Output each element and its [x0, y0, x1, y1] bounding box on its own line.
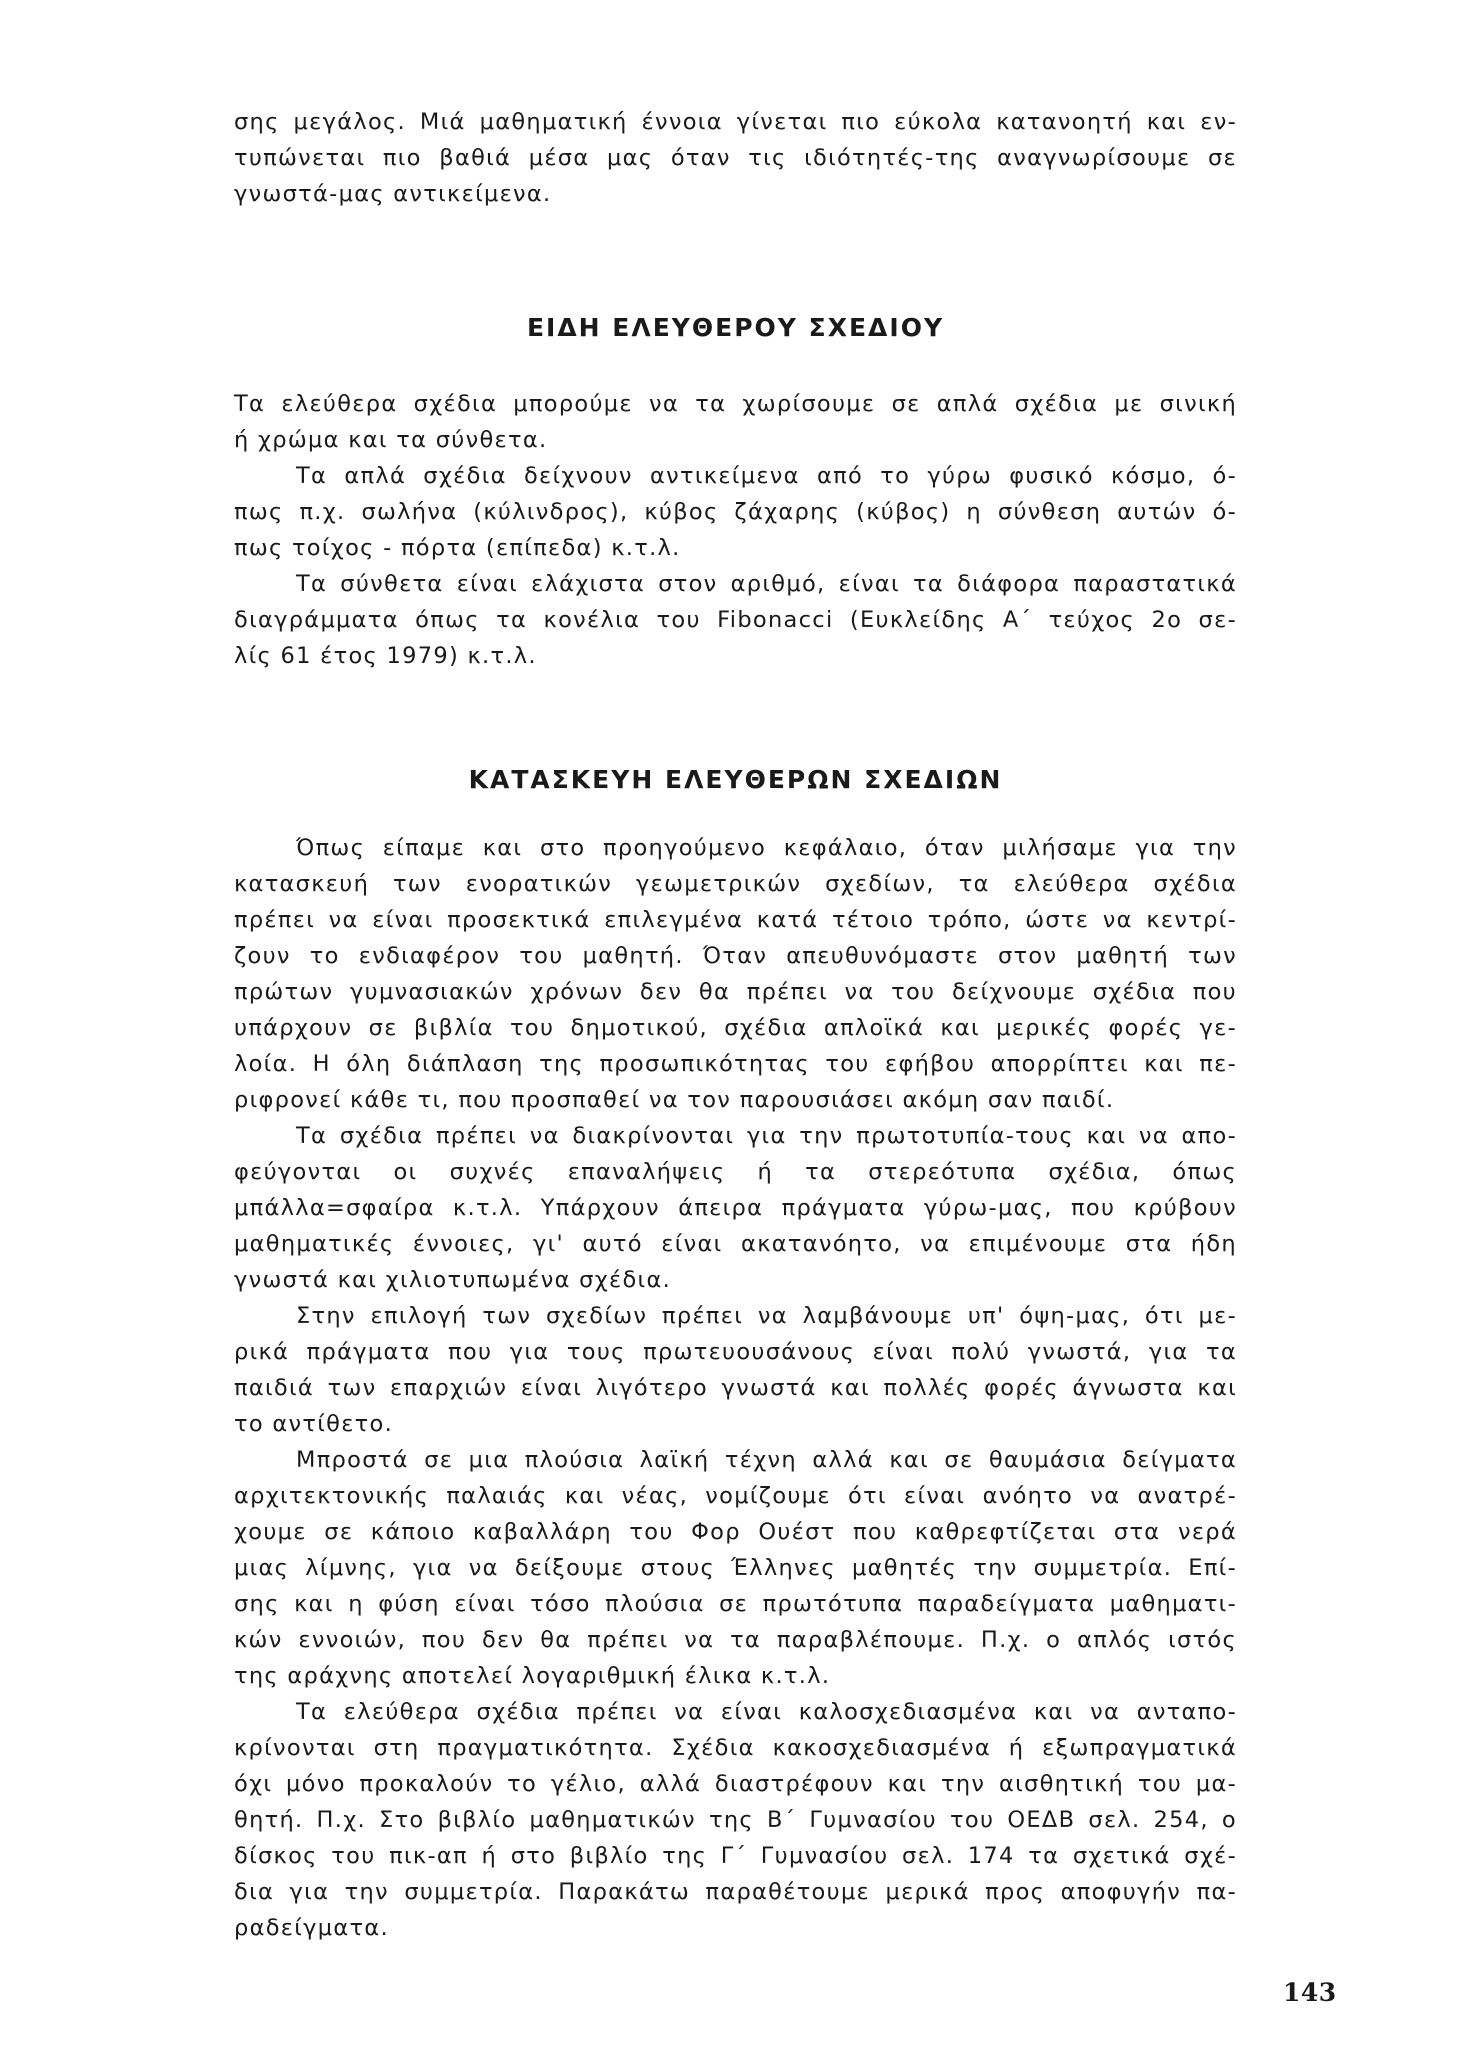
text-line: μαθηματικές έννοιες, γι' αυτό είναι ακατανόητο, να επιμένουμε στα ήδη: [234, 1231, 1237, 1257]
section-heading-construction: ΚΑΤΑΣΚΕΥΗ ΕΛΕΥΘΕΡΩΝ ΣΧΕΔΙΩΝ: [468, 765, 1003, 794]
text-line: ή χρώμα και τα σύνθετα.: [234, 427, 548, 453]
text-line: Τα ελεύθερα σχέδια μπορούμε να τα χωρίσουμε σε απλά σχέδια με σινική: [234, 391, 1237, 417]
text-line: Τα σχέδια πρέπει να διακρίνονται για την πρωτοτυπία-τους και να απο-: [296, 1123, 1237, 1149]
text-line: Στην επιλογή των σχεδίων πρέπει να λαμβάνουμε υπ' όψη-μας, ότι με-: [296, 1303, 1237, 1329]
text-line: ριφρονεί κάθε τι, που προσπαθεί να τον παρουσιάσει ακόμη σαν παιδί.: [234, 1087, 1115, 1113]
text-line: σης μεγάλος. Μιά μαθηματική έννοια γίνεται πιο εύκολα κατανοητή και εν-: [234, 109, 1237, 135]
text-line: υπάρχουν σε βιβλία του δημοτικού, σχέδια απλοϊκά και μερικές φορές γε-: [234, 1015, 1237, 1041]
text-line: σης και η φύση είναι τόσο πλούσια σε πρωτότυπα παραδείγματα μαθηματι-: [234, 1591, 1237, 1617]
text-line: Όπως είπαμε και στο προηγούμενο κεφάλαιο, όταν μιλήσαμε για την: [296, 835, 1237, 861]
text-line: πρέπει να είναι προσεκτικά επιλεγμένα κατά τέτοιο τρόπο, ώστε να κεντρί-: [234, 907, 1237, 933]
text-line: πρώτων γυμνασιακών χρόνων δεν θα πρέπει να του δείχνουμε σχέδια που: [234, 979, 1237, 1005]
text-line: θητή. Π.χ. Στο βιβλίο μαθηματικών της Β΄ Γυμνασίου του ΟΕΔΒ σελ. 254, ο: [234, 1807, 1237, 1833]
text-line: Τα σύνθετα είναι ελάχιστα στον αριθμό, είναι τα διάφορα παραστατικά: [296, 571, 1237, 597]
section-construction-body: [234, 830, 1237, 1946]
section-types-body: [234, 386, 1237, 674]
text-line: μπάλλα=σφαίρα κ.τ.λ. Υπάρχουν άπειρα πράγματα γύρω-μας, που κρύβουν: [234, 1195, 1237, 1221]
text-line: Τα ελεύθερα σχέδια πρέπει να είναι καλοσχεδιασμένα και να ανταπο-: [296, 1699, 1237, 1725]
text-line: ρικά πράγματα που για τους πρωτευουσάνους είναι πολύ γνωστά, για τα: [234, 1339, 1237, 1365]
text-line: χουμε σε κάποιο καβαλλάρη του Φορ Ουέστ που καθρεφτίζεται στα νερά: [234, 1519, 1237, 1545]
text-line: λοία. Η όλη διάπλαση της προσωπικότητας του εφήβου απορρίπτει και πε-: [234, 1051, 1237, 1077]
text-line: Μπροστά σε μια πλούσια λαϊκή τέχνη αλλά και σε θαυμάσια δείγματα: [296, 1447, 1237, 1473]
text-line: μιας λίμνης, για να δείξουμε στους Έλληνες μαθητές την συμμετρία. Επί-: [234, 1555, 1237, 1581]
page-number: 143: [1283, 1978, 1337, 2007]
text-line: Τα απλά σχέδια δείχνουν αντικείμενα από το γύρω φυσικό κόσμο, ό-: [296, 463, 1237, 489]
intro-paragraph: [234, 104, 1237, 212]
text-line: κατασκευή των ενορατικών γεωμετρικών σχεδίων, τα ελεύθερα σχέδια: [234, 871, 1237, 897]
text-line: διαγράμματα όπως τα κονέλια του Fibonacci (Ευκλείδης Α΄ τεύχος 2ο σε-: [234, 607, 1237, 633]
text-line: πως τοίχος - πόρτα (επίπεδα) κ.τ.λ.: [234, 535, 681, 561]
text-line: παιδιά των επαρχιών είναι λιγότερο γνωστά και πολλές φορές άγνωστα και: [234, 1375, 1237, 1401]
text-line: γνωστά και χιλιοτυπωμένα σχέδια.: [234, 1267, 672, 1293]
text-line: κών εννοιών, που δεν θα πρέπει να τα παραβλέπουμε. Π.χ. ο απλός ιστός: [234, 1627, 1237, 1653]
text-line: κρίνονται στη πραγματικότητα. Σχέδια κακοσχεδιασμένα ή εξωπραγματικά: [234, 1735, 1237, 1761]
text-line: γνωστά-μας αντικείμενα.: [234, 181, 552, 207]
text-line: φεύγονται οι συχνές επαναλήψεις ή τα στερεότυπα σχέδια, όπως: [234, 1159, 1237, 1185]
text-line: δια για την συμμετρία. Παρακάτω παραθέτουμε μερικά προς αποφυγήν πα-: [234, 1879, 1237, 1905]
text-line: το αντίθετο.: [234, 1411, 394, 1437]
text-line: ραδείγματα.: [234, 1915, 389, 1941]
text-line: πως π.χ. σωλήνα (κύλινδρος), κύβος ζάχαρης (κύβος) η σύνθεση αυτών ό-: [234, 499, 1237, 525]
text-line: ζουν το ενδιαφέρον του μαθητή. Όταν απευθυνόμαστε στον μαθητή των: [234, 943, 1237, 969]
text-line: αρχιτεκτονικής παλαιάς και νέας, νομίζουμε ότι είναι ανόητο να ανατρέ-: [234, 1483, 1237, 1509]
section-heading-types: ΕΙΔΗ ΕΛΕΥΘΕΡΟΥ ΣΧΕΔΙΟΥ: [526, 313, 945, 342]
text-line: της αράχνης αποτελεί λογαριθμική έλικα κ.τ.λ.: [234, 1663, 831, 1689]
text-line: δίσκος του πικ-απ ή στο βιβλίο της Γ΄ Γυμνασίου σελ. 174 τα σχετικά σχέ-: [234, 1843, 1237, 1869]
text-line: όχι μόνο προκαλούν το γέλιο, αλλά διαστρέφουν και την αισθητική του μα-: [234, 1771, 1237, 1797]
text-line: τυπώνεται πιο βαθιά μέσα μας όταν τις ιδιότητές-της αναγνωρίσουμε σε: [234, 145, 1237, 171]
page-body: [234, 104, 1237, 1946]
text-line: λίς 61 έτος 1979) κ.τ.λ.: [234, 643, 537, 669]
